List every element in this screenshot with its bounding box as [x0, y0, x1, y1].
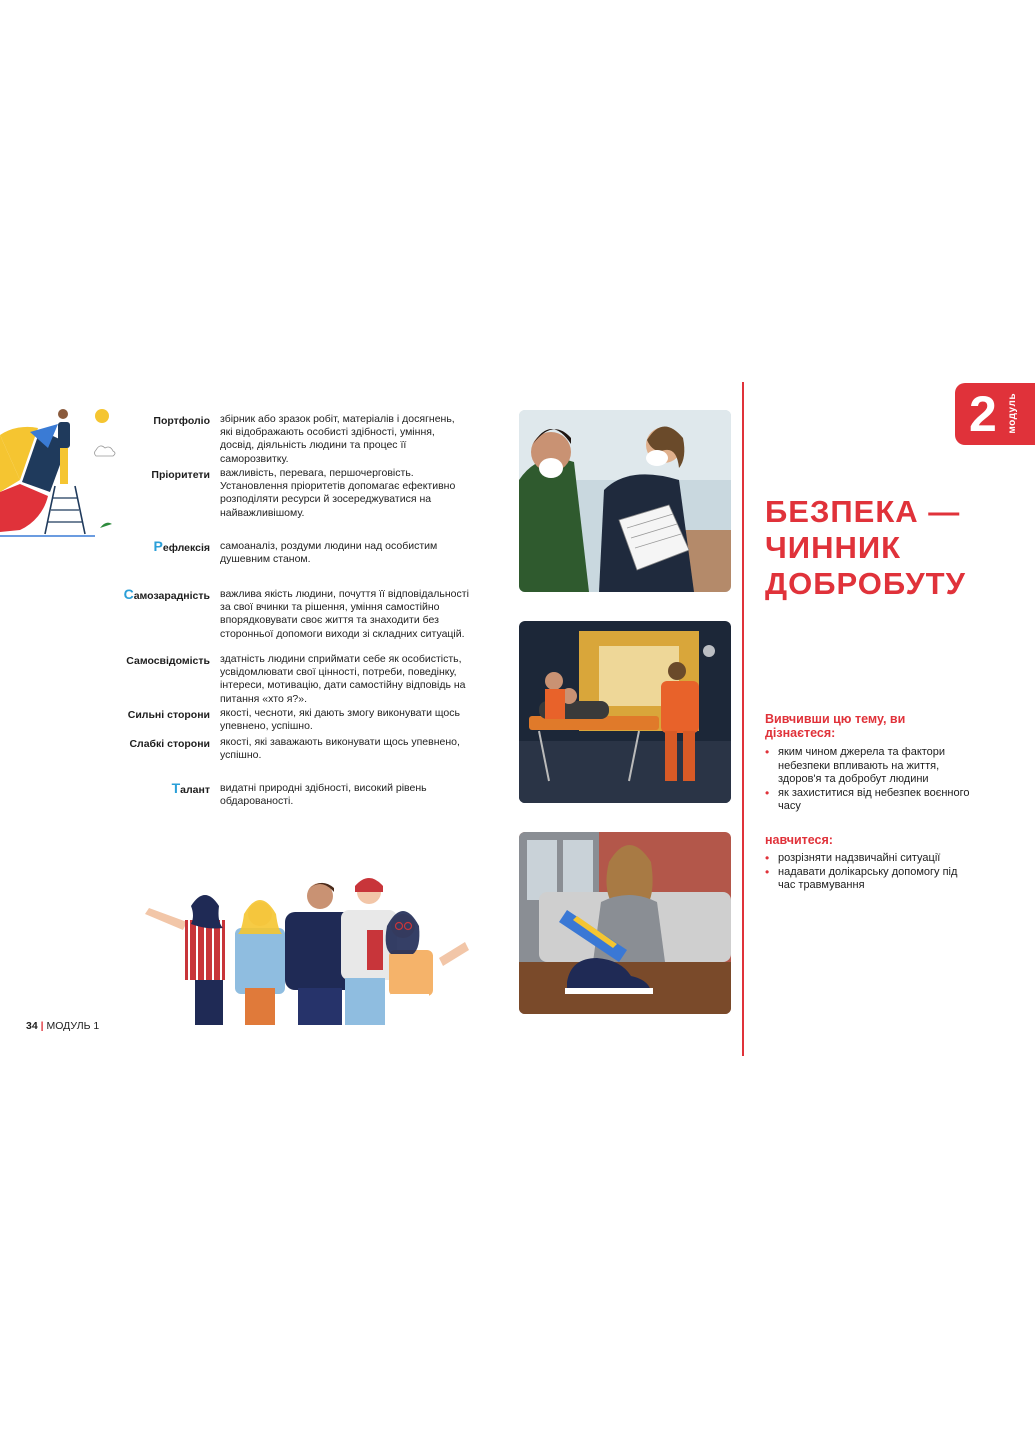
glossary-definition: самоаналіз, роздуми людини над особистим душевним станом. [220, 540, 438, 566]
skills-list [765, 852, 975, 893]
list-item: • надавати долікарську допомогу під час травмування [765, 864, 958, 891]
photo-people-covering-faces [519, 410, 731, 592]
glossary-definition: важливість, перевага, першочерговість. Установлення пріоритетів допомагає ефективно розподіляти ресурси й зосереджуватися на найважливішому. [220, 467, 456, 519]
bullet-icon: • [765, 864, 770, 879]
module-word: модуль [1007, 393, 1018, 434]
photo-girl-with-sneaker [519, 832, 731, 1014]
photo-paramedics-ambulance [519, 621, 731, 803]
friends-illustration [143, 870, 475, 1025]
glossary-term: Талант [171, 780, 210, 796]
glossary-term: Самозарадність [123, 586, 210, 602]
bullet-icon: • [765, 785, 770, 800]
glossary-term: Портфоліо [153, 415, 210, 427]
section-title: БЕЗПЕКА — ЧИННИК ДОБРОБУТУ [765, 494, 966, 601]
module-tab [955, 383, 1035, 445]
list-item: • яким чином джерела та фактори небезпеки впливають на життя, здоров'я та добробут людини [765, 745, 946, 785]
list-item: • як захиститися від небезпек воєнного часу [765, 785, 970, 812]
module-number: 2 [969, 386, 997, 442]
page-footer [26, 1020, 99, 1032]
glossary-term: Сильні сторони [127, 709, 210, 721]
glossary-term: Рефлексія [153, 538, 210, 554]
list-item: • розрізняти надзвичайні ситуації [765, 851, 941, 865]
vertical-divider [742, 382, 744, 1056]
footer-separator: | [40, 1020, 44, 1032]
glossary-definition: здатність людини сприймати себе як особистість, усвідомлювати свої цінності, потреби, поведінку, інтереси, мотивацію, дати самостійну відповідь на питання «хто я?». [220, 653, 466, 705]
glossary-term: Слабкі сторони [129, 738, 210, 750]
learn-list [765, 746, 975, 814]
glossary-definition: важлива якість людини, почуття її відповідальності за свої вчинки та рішення, уміння самостійно впорядковувати своє життя та знаходити без сторонньої допомоги виходи зі складних ситуацій. [220, 588, 469, 640]
glossary-term: Пріоритети [151, 469, 210, 481]
skills-heading: навчитеся: [765, 833, 833, 847]
learn-heading: Вивчивши цю тему, ви дізнаєтеся: [765, 712, 906, 740]
footer-module: МОДУЛЬ 1 [46, 1020, 100, 1032]
glossary-definition: видатні природні здібності, високий рівень обдарованості. [220, 782, 427, 808]
bullet-icon: • [765, 851, 770, 865]
glossary-definition: збірник або зразок робіт, матеріалів і досягнень, які відображають особисті здібності, уміння, досвід, діяльність людини та процес її саморозвитку. [220, 413, 455, 465]
bullet-icon: • [765, 745, 770, 759]
glossary-term: Самосвідомість [126, 655, 210, 667]
glossary-definition: якості, чесноти, які дають змогу виконувати щось упевнено, успішно. [220, 707, 460, 733]
page-number: 34 [26, 1020, 38, 1032]
glossary-definition: якості, які заважають виконувати щось упевнено, успішно. [220, 736, 460, 762]
